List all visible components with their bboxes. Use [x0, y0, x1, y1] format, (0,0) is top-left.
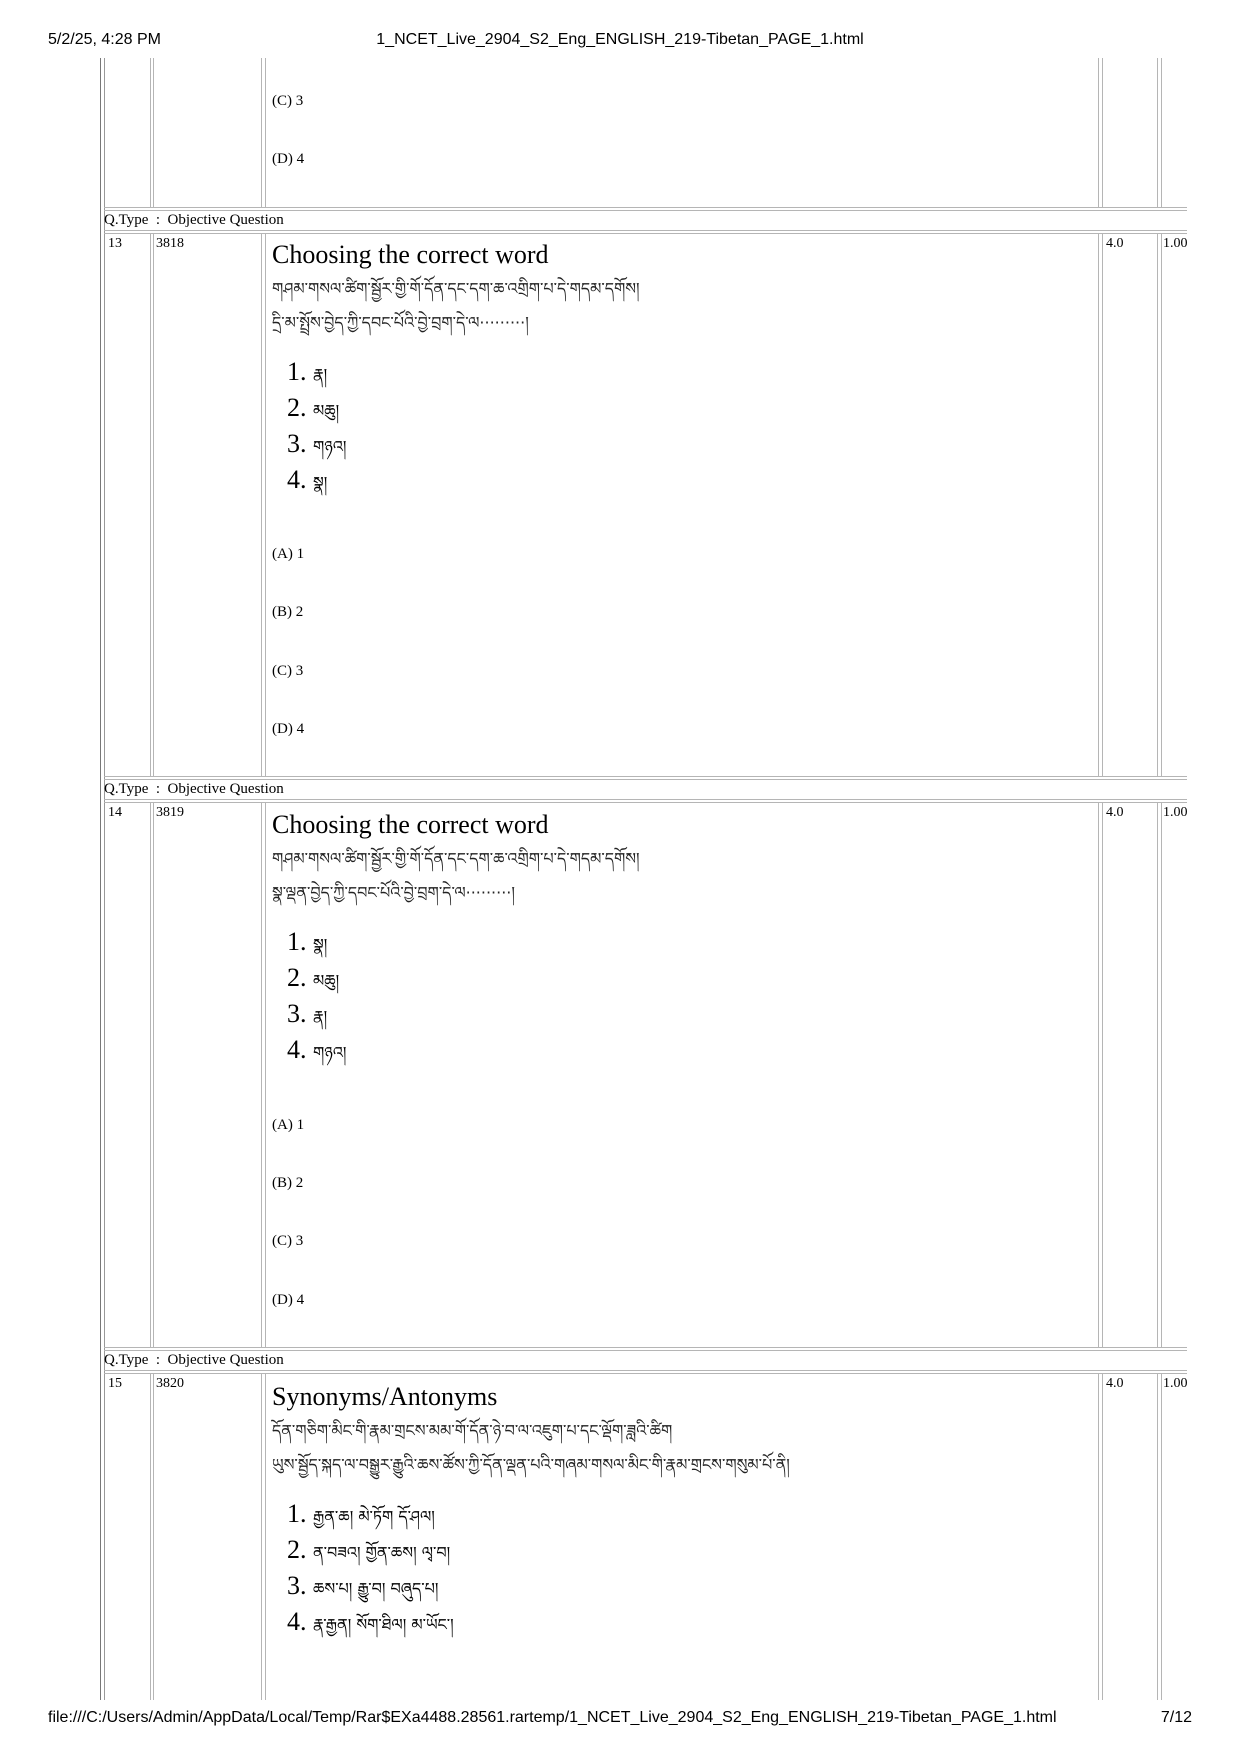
- col-line: [153, 233, 154, 776]
- row-line: [104, 1373, 1187, 1374]
- question-marks: 4.0: [1106, 1376, 1124, 1391]
- question-title: Choosing the correct word: [272, 240, 549, 269]
- list-item: 4. སྣ།: [287, 465, 328, 494]
- print-file-path: file:///C:/Users/Admin/AppData/Local/Temp/Rar$EXa4488.28561.rartemp/1_NCET_Live_2904_S2_Eng_ENGLISH_219-Tibetan_PAGE_1.html: [48, 1709, 1057, 1726]
- row-line: [104, 802, 1187, 803]
- col-line: [1161, 233, 1162, 776]
- option-b: (B) 2: [272, 604, 304, 620]
- question-body: [272, 240, 1092, 498]
- col-line: [265, 58, 266, 208]
- question-body: [272, 810, 1092, 1068]
- question-instruction: དོན་གཅིག་མིང་གི་རྣམ་གྲངས་མམ་གོ་དོན་ཉེ་བ་ལ་འཇུག་པ་དང་ལྡོག་ཟླའི་ཚིག: [272, 1421, 673, 1440]
- question-stem: ཡུས་སྦྱོད་སྐད་ལ་བསྒྱུར་རྒྱུའི་ཆས་ཚོས་ཀྱི་དོན་ལྡན་པའི་གཞམ་གསལ་མིང་གི་རྣམ་གྲངས་གསུམ་པོ་ནི།: [272, 1455, 790, 1474]
- col-line: [150, 58, 151, 208]
- col-line: [153, 802, 154, 1347]
- option-d: (D) 4: [272, 721, 305, 737]
- option-d: (D) 4: [272, 1292, 305, 1308]
- col-line: [1102, 233, 1103, 776]
- row-line: [104, 776, 1187, 777]
- prev-option-c: (C) 3: [272, 93, 304, 109]
- list-item: 2. ན་བཟའ། གྱོན་ཆས། ལྭ་བ།: [287, 1535, 451, 1564]
- col-line: [261, 58, 262, 208]
- qtype-label: Q.Type : Objective Question: [104, 1352, 284, 1368]
- col-line: [261, 233, 262, 776]
- list-item: 1. རྒྱན་ཆ། མེ་ཏོག དོ་ཤལ།: [287, 1499, 435, 1528]
- question-body: [272, 1382, 1092, 1640]
- list-item: 2. མཆུ།: [287, 963, 340, 992]
- row-line: [104, 1347, 1187, 1348]
- question-marks: 4.0: [1106, 805, 1124, 820]
- question-stem: དྲི་མ་སྤྲོས་བྱེད་ཀྱི་དབང་པོའི་བྱེ་བྲག་དེ་ལ·········།: [272, 313, 529, 332]
- row-line: [104, 233, 1187, 234]
- question-instruction: གཤམ་གསལ་ཚིག་སྦྱོར་གྱི་གོ་དོན་དང་དག་ཆ་འགྲིག་པ་དེ་གདམ་དགོས།: [272, 279, 640, 298]
- row-line: [104, 779, 1187, 780]
- row-line: [104, 799, 1187, 800]
- col-line: [1098, 802, 1099, 1347]
- col-line: [265, 1373, 266, 1700]
- row-line: [104, 1350, 1187, 1351]
- col-line: [1098, 58, 1099, 208]
- col-line: [153, 1373, 154, 1700]
- question-serial: 14: [108, 805, 122, 820]
- col-line: [1157, 58, 1158, 208]
- row-line: [104, 1370, 1187, 1371]
- col-line: [265, 233, 266, 776]
- option-c: (C) 3: [272, 1233, 304, 1249]
- col-line: [1161, 58, 1162, 208]
- question-title: Choosing the correct word: [272, 810, 549, 839]
- col-line: [1157, 233, 1158, 776]
- col-line: [1098, 233, 1099, 776]
- qtype-label: Q.Type : Objective Question: [104, 781, 284, 797]
- col-line: [1102, 802, 1103, 1347]
- list-item: 4. རྣ་རྒྱན། སོག་ཐིལ། མ་ཡོང་།: [287, 1607, 454, 1636]
- print-page-number: 7/12: [1160, 1709, 1192, 1726]
- question-serial: 13: [108, 236, 122, 251]
- row-line: [104, 230, 1187, 231]
- list-item: 3. གཉའ།: [287, 429, 347, 458]
- question-id: 3820: [156, 1376, 184, 1391]
- table-border-left-inner: [104, 58, 105, 1700]
- numbered-list: [272, 1496, 1092, 1640]
- question-negative-marks: 1.00: [1163, 1376, 1187, 1391]
- print-datetime: 5/2/25, 4:28 PM: [48, 31, 161, 48]
- col-line: [1102, 1373, 1103, 1700]
- col-line: [1102, 58, 1103, 208]
- col-line: [150, 233, 151, 776]
- option-b: (B) 2: [272, 1175, 304, 1191]
- col-line: [1098, 1373, 1099, 1700]
- print-title: 1_NCET_Live_2904_S2_Eng_ENGLISH_219-Tibetan_PAGE_1.html: [376, 31, 864, 48]
- col-line: [153, 58, 154, 208]
- col-line: [150, 1373, 151, 1700]
- option-c: (C) 3: [272, 663, 304, 679]
- option-a: (A) 1: [272, 1117, 305, 1133]
- row-line: [104, 210, 1187, 211]
- list-item: 1. སྣ།: [287, 927, 328, 956]
- question-instruction: གཤམ་གསལ་ཚིག་སྦྱོར་གྱི་གོ་དོན་དང་དག་ཆ་འགྲིག་པ་དེ་གདམ་དགོས།: [272, 849, 640, 868]
- row-line: [104, 207, 1187, 208]
- question-id: 3819: [156, 805, 184, 820]
- col-line: [1157, 802, 1158, 1347]
- col-line: [1157, 1373, 1158, 1700]
- numbered-list: [272, 354, 1092, 498]
- list-item: 3. ཆས་པ། རྒྱུ་བ། བཞུད་པ།: [287, 1571, 439, 1600]
- list-item: 2. མཆུ།: [287, 393, 340, 422]
- question-marks: 4.0: [1106, 236, 1124, 251]
- table-border-left: [100, 58, 101, 1700]
- prev-option-d: (D) 4: [272, 151, 305, 167]
- list-item: 3. རྣ།: [287, 999, 328, 1028]
- col-line: [1161, 802, 1162, 1347]
- question-serial: 15: [108, 1376, 122, 1391]
- col-line: [261, 802, 262, 1347]
- option-a: (A) 1: [272, 546, 305, 562]
- list-item: 4. གཉའ།: [287, 1035, 347, 1064]
- question-stem: སྣ་ལྡན་བྱེད་ཀྱི་དབང་པོའི་བྱེ་བྲག་དེ་ལ·········།: [272, 883, 515, 902]
- qtype-label: Q.Type : Objective Question: [104, 212, 284, 228]
- col-line: [261, 1373, 262, 1700]
- question-negative-marks: 1.00: [1163, 236, 1187, 251]
- list-item: 1. རྣ།: [287, 357, 328, 386]
- col-line: [1161, 1373, 1162, 1700]
- question-title: Synonyms/Antonyms: [272, 1382, 498, 1411]
- col-line: [150, 802, 151, 1347]
- col-line: [265, 802, 266, 1347]
- question-id: 3818: [156, 236, 184, 251]
- numbered-list: [272, 924, 1092, 1068]
- question-negative-marks: 1.00: [1163, 805, 1187, 820]
